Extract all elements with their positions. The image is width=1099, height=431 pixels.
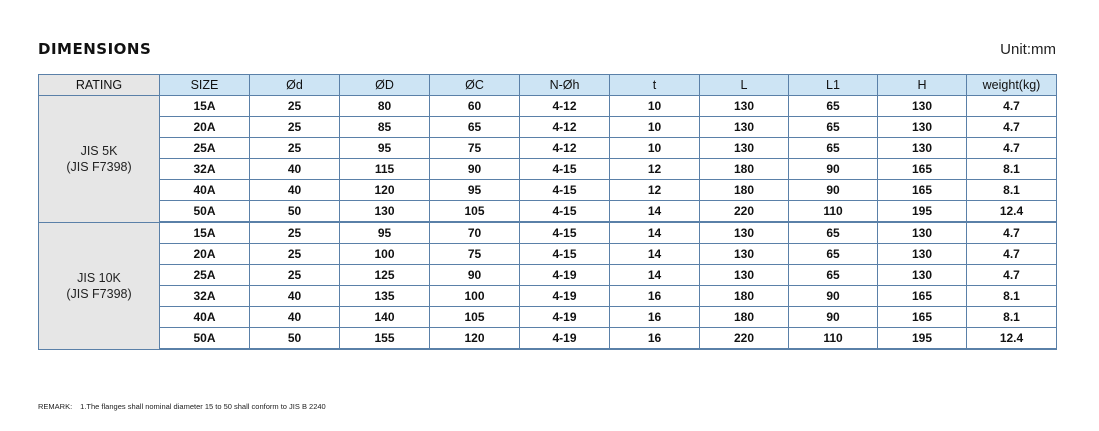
cell-large-d: 95 (340, 222, 430, 244)
remark-text: 1.The flanges shall nominal diameter 15 to 50 shall conform to JIS B 2240 (80, 402, 326, 411)
cell-size: 15A (160, 222, 250, 244)
cell-t: 10 (610, 117, 700, 138)
cell-size: 50A (160, 328, 250, 350)
rating-name: JIS 5K (80, 143, 118, 158)
header-row (39, 75, 1057, 96)
cell-t: 14 (610, 265, 700, 286)
cell-l1: 65 (789, 138, 878, 159)
cell-h: 130 (878, 265, 967, 286)
cell-weight: 4.7 (967, 117, 1057, 138)
cell-n-h: 4-12 (520, 96, 610, 117)
cell-small-d: 25 (250, 244, 340, 265)
cell-small-d: 40 (250, 286, 340, 307)
cell-c: 75 (430, 244, 520, 265)
rating-standard: (JIS F7398) (66, 286, 132, 301)
cell-weight: 8.1 (967, 286, 1057, 307)
cell-n-h: 4-19 (520, 307, 610, 328)
cell-large-d: 120 (340, 180, 430, 201)
cell-large-d: 95 (340, 138, 430, 159)
cell-large-d: 80 (340, 96, 430, 117)
cell-weight: 4.7 (967, 138, 1057, 159)
cell-small-d: 25 (250, 117, 340, 138)
table-row (39, 96, 1057, 117)
cell-l: 130 (700, 222, 789, 244)
cell-large-d: 135 (340, 286, 430, 307)
cell-t: 14 (610, 222, 700, 244)
table-row (39, 159, 1057, 180)
cell-l1: 65 (789, 222, 878, 244)
cell-l: 130 (700, 96, 789, 117)
cell-h: 130 (878, 138, 967, 159)
cell-l: 220 (700, 201, 789, 223)
cell-weight: 8.1 (967, 180, 1057, 201)
cell-c: 90 (430, 265, 520, 286)
table-row (39, 201, 1057, 223)
cell-small-d: 40 (250, 307, 340, 328)
cell-size: 25A (160, 265, 250, 286)
cell-l: 180 (700, 286, 789, 307)
cell-large-d: 85 (340, 117, 430, 138)
cell-h: 130 (878, 222, 967, 244)
cell-size: 32A (160, 286, 250, 307)
cell-t: 14 (610, 244, 700, 265)
header-small-d: Ød (250, 75, 340, 96)
cell-weight: 8.1 (967, 159, 1057, 180)
cell-weight: 4.7 (967, 222, 1057, 244)
cell-l1: 90 (789, 307, 878, 328)
cell-l: 180 (700, 159, 789, 180)
table-row (39, 307, 1057, 328)
cell-l: 220 (700, 328, 789, 350)
unit-label: Unit:mm (1000, 41, 1056, 58)
header-h: H (878, 75, 967, 96)
cell-size: 25A (160, 138, 250, 159)
cell-l: 130 (700, 244, 789, 265)
table-row (39, 117, 1057, 138)
cell-t: 10 (610, 96, 700, 117)
cell-weight: 4.7 (967, 265, 1057, 286)
cell-l: 130 (700, 117, 789, 138)
dimensions-table (38, 74, 1057, 350)
cell-c: 75 (430, 138, 520, 159)
cell-h: 165 (878, 286, 967, 307)
cell-small-d: 50 (250, 328, 340, 350)
cell-small-d: 25 (250, 138, 340, 159)
cell-large-d: 100 (340, 244, 430, 265)
cell-n-h: 4-19 (520, 265, 610, 286)
cell-c: 70 (430, 222, 520, 244)
cell-n-h: 4-12 (520, 117, 610, 138)
cell-c: 65 (430, 117, 520, 138)
cell-n-h: 4-19 (520, 328, 610, 350)
table-body (39, 96, 1057, 350)
cell-large-d: 140 (340, 307, 430, 328)
remark-label: REMARK: (38, 402, 73, 411)
cell-size: 40A (160, 180, 250, 201)
rating-name: JIS 10K (77, 270, 121, 285)
table-row (39, 222, 1057, 244)
cell-large-d: 155 (340, 328, 430, 350)
rating-standard: (JIS F7398) (66, 159, 132, 174)
cell-c: 120 (430, 328, 520, 350)
cell-l1: 65 (789, 265, 878, 286)
cell-size: 40A (160, 307, 250, 328)
cell-size: 50A (160, 201, 250, 223)
cell-h: 130 (878, 96, 967, 117)
cell-l: 130 (700, 265, 789, 286)
cell-h: 130 (878, 117, 967, 138)
cell-h: 165 (878, 307, 967, 328)
cell-large-d: 115 (340, 159, 430, 180)
header-n-h: N-Øh (520, 75, 610, 96)
cell-weight: 12.4 (967, 328, 1057, 350)
cell-h: 165 (878, 159, 967, 180)
cell-l1: 110 (789, 201, 878, 223)
table-row (39, 138, 1057, 159)
cell-l1: 90 (789, 180, 878, 201)
cell-l1: 90 (789, 286, 878, 307)
cell-c: 90 (430, 159, 520, 180)
cell-weight: 4.7 (967, 96, 1057, 117)
cell-l1: 90 (789, 159, 878, 180)
cell-small-d: 40 (250, 159, 340, 180)
rating-cell (39, 222, 160, 349)
cell-c: 105 (430, 201, 520, 223)
cell-t: 12 (610, 159, 700, 180)
cell-c: 100 (430, 286, 520, 307)
table-row (39, 180, 1057, 201)
cell-large-d: 130 (340, 201, 430, 223)
cell-t: 12 (610, 180, 700, 201)
header-l1: L1 (789, 75, 878, 96)
cell-l1: 110 (789, 328, 878, 350)
cell-t: 16 (610, 286, 700, 307)
cell-n-h: 4-15 (520, 180, 610, 201)
table-row (39, 265, 1057, 286)
cell-n-h: 4-15 (520, 159, 610, 180)
header-size: SIZE (160, 75, 250, 96)
cell-weight: 12.4 (967, 201, 1057, 223)
cell-l: 180 (700, 180, 789, 201)
cell-n-h: 4-12 (520, 138, 610, 159)
cell-n-h: 4-15 (520, 201, 610, 223)
cell-t: 10 (610, 138, 700, 159)
header-t: t (610, 75, 700, 96)
cell-t: 16 (610, 328, 700, 350)
cell-l1: 65 (789, 96, 878, 117)
cell-h: 130 (878, 244, 967, 265)
cell-h: 195 (878, 328, 967, 350)
header-rating: RATING (39, 75, 160, 96)
cell-small-d: 50 (250, 201, 340, 223)
cell-n-h: 4-19 (520, 286, 610, 307)
header-large-d: ØD (340, 75, 430, 96)
table-row (39, 286, 1057, 307)
cell-c: 60 (430, 96, 520, 117)
header-l: L (700, 75, 789, 96)
cell-t: 14 (610, 201, 700, 223)
cell-n-h: 4-15 (520, 244, 610, 265)
remark (38, 402, 326, 411)
cell-size: 20A (160, 244, 250, 265)
cell-small-d: 25 (250, 265, 340, 286)
cell-l: 180 (700, 307, 789, 328)
cell-large-d: 125 (340, 265, 430, 286)
cell-h: 165 (878, 180, 967, 201)
cell-c: 95 (430, 180, 520, 201)
header-weight: weight(kg) (967, 75, 1057, 96)
table-row (39, 244, 1057, 265)
cell-small-d: 25 (250, 222, 340, 244)
cell-c: 105 (430, 307, 520, 328)
cell-size: 15A (160, 96, 250, 117)
page-title: DIMENSIONS (38, 40, 152, 58)
cell-weight: 8.1 (967, 307, 1057, 328)
cell-weight: 4.7 (967, 244, 1057, 265)
table-row (39, 328, 1057, 350)
cell-l1: 65 (789, 117, 878, 138)
cell-size: 32A (160, 159, 250, 180)
rating-cell (39, 96, 160, 223)
header-c: ØC (430, 75, 520, 96)
cell-h: 195 (878, 201, 967, 223)
cell-small-d: 25 (250, 96, 340, 117)
cell-t: 16 (610, 307, 700, 328)
cell-n-h: 4-15 (520, 222, 610, 244)
cell-small-d: 40 (250, 180, 340, 201)
cell-l: 130 (700, 138, 789, 159)
cell-l1: 65 (789, 244, 878, 265)
cell-size: 20A (160, 117, 250, 138)
